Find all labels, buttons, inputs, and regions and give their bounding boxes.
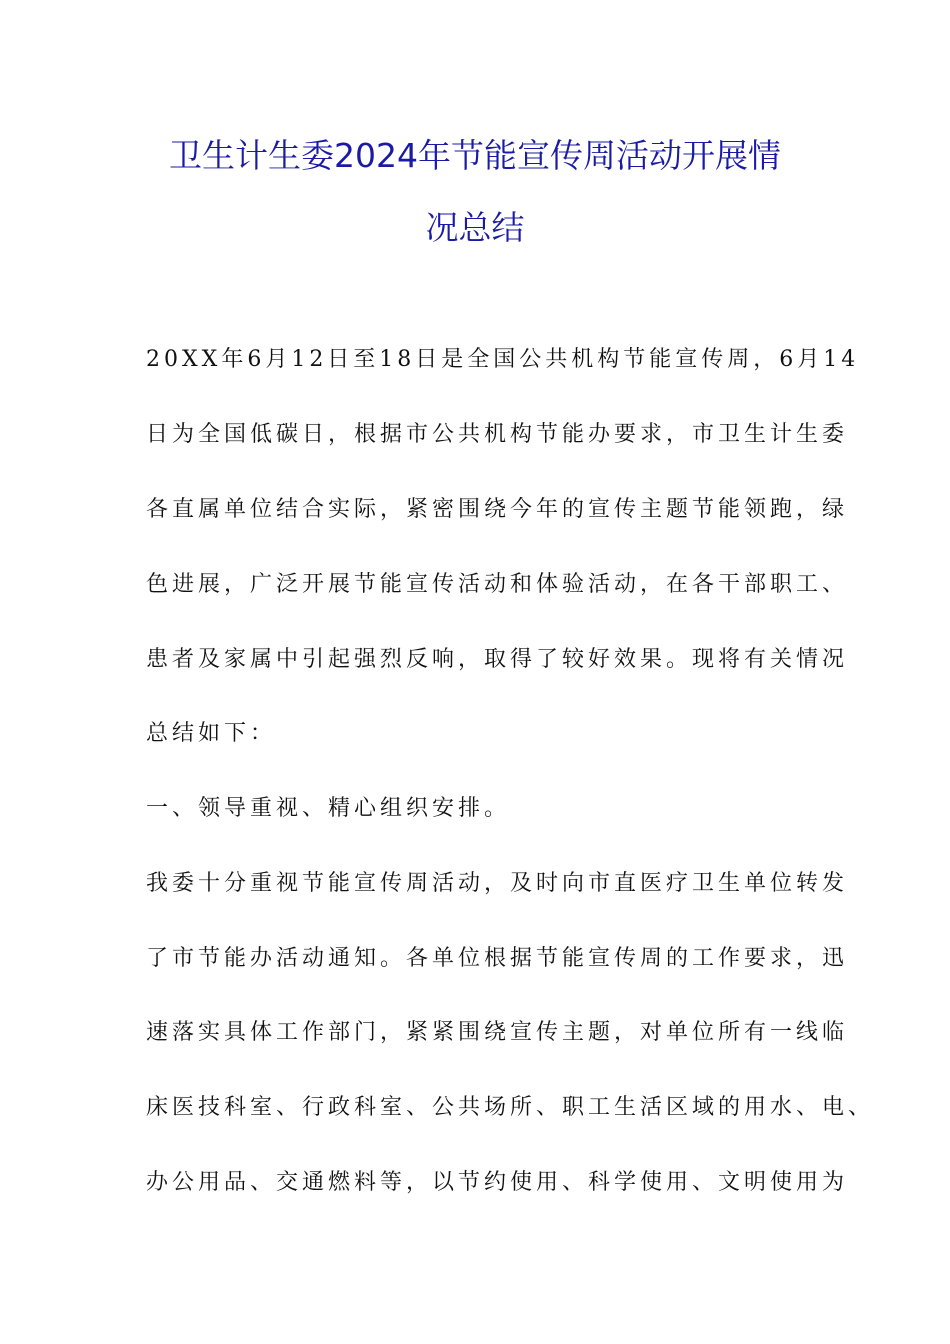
paragraph-line: 我委十分重视节能宣传周活动，及时向市直医疗卫生单位转发: [146, 871, 849, 896]
paragraph-line: 办公用品、交通燃料等，以节约使用、科学使用、文明使用为: [146, 1170, 849, 1195]
paragraph-line: 各直属单位结合实际，紧密围绕今年的宣传主题节能领跑，绿: [146, 497, 849, 522]
paragraph-line: 床医技科室、行政科室、公共场所、职工生活区域的用水、电、: [146, 1095, 875, 1120]
section-heading: 一、领导重视、精心组织安排。: [146, 796, 511, 821]
paragraph-line: 色进展，广泛开展节能宣传活动和体验活动，在各干部职工、: [146, 572, 849, 597]
document-title-line-1: 卫生计生委2024年节能宣传周活动开展情: [169, 136, 781, 175]
paragraph-line: 了市节能办活动通知。各单位根据节能宣传周的工作要求，迅: [146, 946, 849, 971]
document-title-line-2: 况总结: [425, 208, 525, 247]
paragraph-line: 日为全国低碳日，根据市公共机构节能办要求，市卫生计生委: [146, 422, 849, 447]
paragraph-line: 20XX年6月12日至18日是全国公共机构节能宣传周，6月14: [146, 347, 860, 372]
paragraph-line: 速落实具体工作部门，紧紧围绕宣传主题，对单位所有一线临: [146, 1020, 849, 1045]
paragraph-line: 总结如下：: [146, 721, 277, 746]
paragraph-line: 患者及家属中引起强烈反响，取得了较好效果。现将有关情况: [146, 647, 849, 672]
